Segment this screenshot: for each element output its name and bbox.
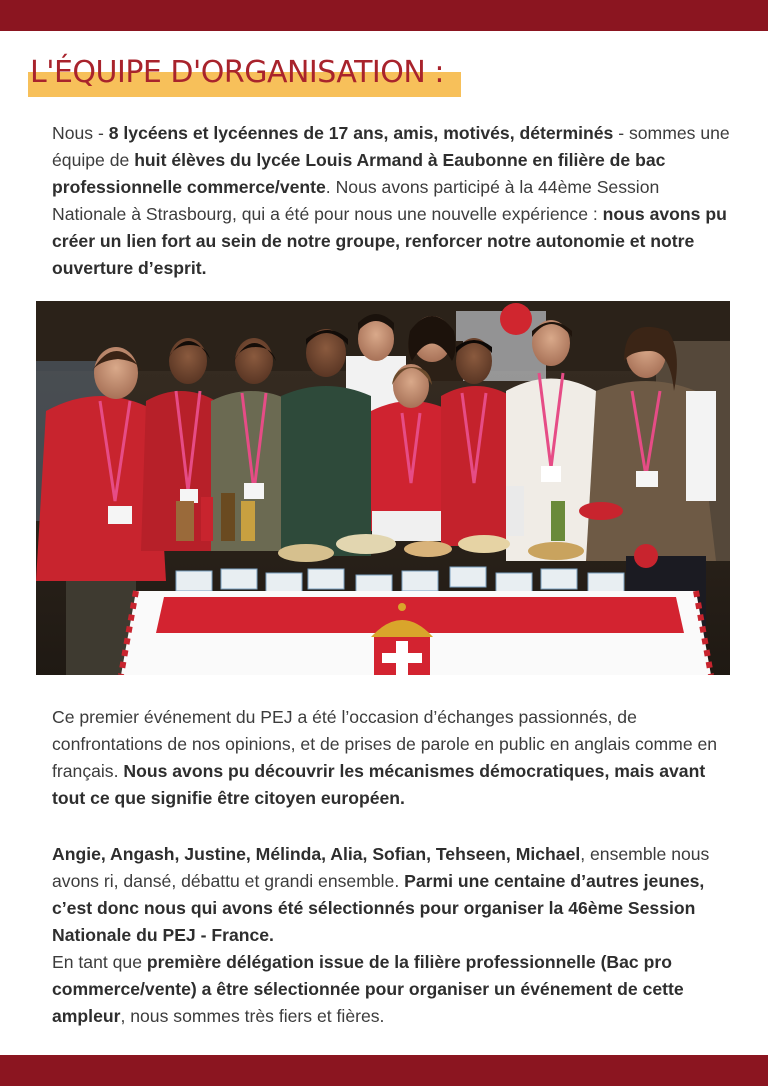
intro-text-segment: huit élèves du lycée Louis Armand à Eaubonne en filière de bac professionnelle commerce/vente [52, 150, 666, 197]
intro-text-segment: . Nous avons participé à la 44ème Session Nationale à Strasbourg, qui a été pour nous une nouvelle expérience : [52, 177, 660, 224]
team-text-segment: première délégation issue de la filière professionnelle (Bac pro commerce/vente) a être sélectionnée pour organiser un événement de cette ampleur [52, 952, 684, 1026]
team-text-segment: Angie, Angash, Justine, Mélinda, Alia, Sofian, Tehseen, Michael [52, 844, 581, 864]
team-text-segment: , ensemble nous avons ri, dansé, débattu et grandi ensemble. [52, 844, 710, 891]
team-text-segment: Parmi une centaine d’autres jeunes, c’est donc nous qui avons été sélectionnés pour organiser la 46ème Session Nationale du PEJ - France. [52, 871, 705, 945]
team-text-segment: En tant que [52, 952, 147, 972]
intro-text-segment: 8 lycéens et lycéennes de 17 ans, amis, motivés, déterminés [108, 123, 614, 143]
event-text-segment: Nous avons pu découvrir les mécanismes démocratiques, mais avant tout ce que signifie être citoyen européen. [52, 761, 706, 808]
section-heading [28, 56, 444, 90]
top-banner [0, 0, 768, 31]
team-paragraph [52, 841, 732, 1030]
intro-text-segment: nous avons pu créer un lien fort au sein de notre groupe, renforcer notre autonomie et notre ouverture d’esprit. [52, 204, 727, 278]
event-paragraph [52, 704, 732, 812]
intro-paragraph [52, 120, 732, 282]
intro-text-segment: - sommes une équipe de [52, 123, 730, 170]
bottom-banner [0, 1055, 768, 1086]
team-text-segment: , nous sommes très fiers et fières. [120, 1006, 385, 1026]
intro-text-segment: Nous - [52, 123, 109, 143]
event-text-segment: Ce premier événement du PEJ a été l’occasion d’échanges passionnés, de confrontations de nos opinions, et de prises de parole en public en anglais comme en français. [52, 707, 718, 781]
page-title: L'ÉQUIPE D'ORGANISATION : [30, 55, 444, 90]
team-photo [36, 301, 730, 675]
